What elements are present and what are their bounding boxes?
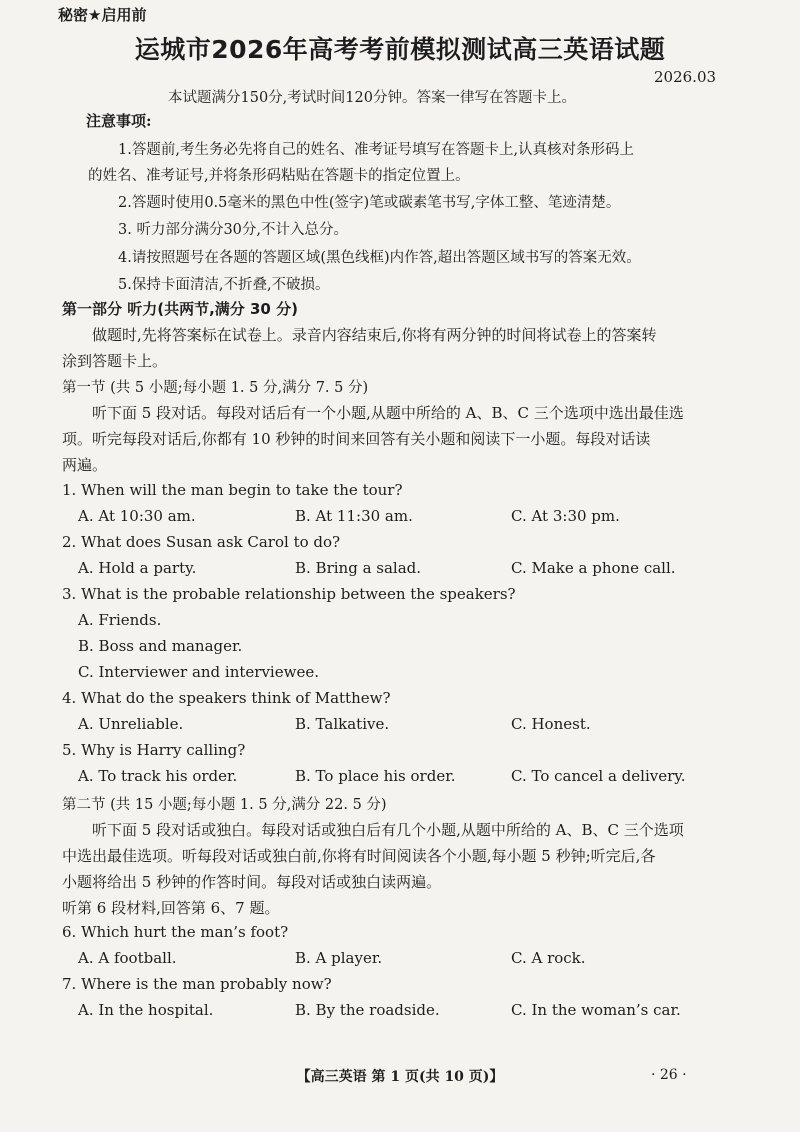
question-3-option-a: A. Friends. [78, 611, 162, 629]
section-2-intro-line-1: 听下面 5 段对话或独白。每段对话或独白后有几个小题,从题中所给的 A、B、C 三个选项 [92, 821, 684, 839]
page-title: 运城市2026年高考考前模拟测试高三英语试题 [134, 35, 666, 64]
question-7: 7. Where is the man probably now? [62, 975, 332, 993]
question-5-option-b: B. To place his order. [295, 767, 456, 785]
notice-item-4: 4.请按照题号在各题的答题区域(黑色线框)内作答,超出答题区域书写的答案无效。 [118, 250, 641, 266]
question-2-option-c: C. Make a phone call. [511, 559, 676, 577]
part-1-heading: 第一部分 听力(共两节,满分 30 分) [62, 300, 298, 318]
question-2-option-b: B. Bring a salad. [295, 559, 422, 577]
notice-heading: 注意事项: [86, 112, 152, 130]
notice-item-5: 5.保持卡面清洁,不折叠,不破损。 [118, 277, 330, 293]
question-6-option-c: C. A rock. [511, 949, 586, 967]
part-1-intro-line-2: 涂到答题卡上。 [62, 352, 168, 370]
question-4-option-c: C. Honest. [511, 715, 591, 733]
section-2-intro-line-2: 中选出最佳选项。听每段对话或独白前,你将有时间阅读各个小题,每小题 5 秒钟;听完后,各 [62, 847, 656, 865]
question-4-option-b: B. Talkative. [295, 715, 390, 733]
question-1-option-c: C. At 3:30 pm. [511, 507, 620, 525]
secret-label: 秘密★启用前 [58, 6, 147, 24]
question-4: 4. What do the speakers think of Matthew? [62, 689, 391, 707]
section-2-material: 听第 6 段材料,回答第 6、7 题。 [62, 899, 280, 917]
question-7-option-b: B. By the roadside. [295, 1001, 440, 1019]
question-1-option-a: A. At 10:30 am. [78, 507, 196, 525]
part-1-intro-line-1: 做题时,先将答案标在试卷上。录音内容结束后,你将有两分钟的时间将试卷上的答案转 [92, 326, 657, 344]
question-7-option-c: C. In the woman’s car. [511, 1001, 681, 1019]
section-1-intro-line-3: 两遍。 [62, 456, 108, 474]
page-code: · 26 · [651, 1067, 687, 1083]
question-2-option-a: A. Hold a party. [78, 559, 197, 577]
notice-item-2: 2.答题时使用0.5毫米的黑色中性(签字)笔或碳素笔书写,字体工整、笔迹清楚。 [118, 195, 621, 211]
question-6: 6. Which hurt the man’s foot? [62, 923, 289, 941]
question-4-option-a: A. Unreliable. [78, 715, 184, 733]
question-5-option-c: C. To cancel a delivery. [511, 767, 686, 785]
question-1-option-b: B. At 11:30 am. [295, 507, 413, 525]
page-footer: 【高三英语 第 1 页(共 10 页)】 [296, 1069, 504, 1085]
section-1-intro-line-1: 听下面 5 段对话。每段对话后有一个小题,从题中所给的 A、B、C 三个选项中选出最佳选 [92, 404, 684, 422]
section-2-heading: 第二节 (共 15 小题;每小题 1. 5 分,满分 22. 5 分) [62, 797, 387, 813]
notice-item-3: 3. 听力部分满分30分,不计入总分。 [118, 222, 349, 238]
question-7-option-a: A. In the hospital. [78, 1001, 214, 1019]
question-5: 5. Why is Harry calling? [62, 741, 246, 759]
notice-item-1-line-2: 的姓名、准考证号,并将条形码粘贴在答题卡的指定位置上。 [88, 168, 470, 184]
section-1-intro-line-2: 项。听完每段对话后,你都有 10 秒钟的时间来回答有关小题和阅读下一小题。每段对话读 [62, 430, 651, 448]
question-5-option-a: A. To track his order. [78, 767, 238, 785]
question-3-option-c: C. Interviewer and interviewee. [78, 663, 319, 681]
question-6-option-a: A. A football. [78, 949, 177, 967]
exam-date: 2026.03 [654, 68, 717, 86]
notice-item-1-line-1: 1.答题前,考生务必先将自己的姓名、准考证号填写在答题卡上,认真核对条形码上 [118, 142, 635, 158]
question-3: 3. What is the probable relationship between the speakers? [62, 585, 516, 603]
section-2-intro-line-3: 小题将给出 5 秒钟的作答时间。每段对话或独白读两遍。 [62, 873, 442, 891]
question-3-option-b: B. Boss and manager. [78, 637, 243, 655]
question-1: 1. When will the man begin to take the tour? [62, 481, 403, 499]
question-6-option-b: B. A player. [295, 949, 383, 967]
question-2: 2. What does Susan ask Carol to do? [62, 533, 341, 551]
exam-info: 本试题满分150分,考试时间120分钟。答案一律写在答题卡上。 [168, 90, 576, 106]
section-1-heading: 第一节 (共 5 小题;每小题 1. 5 分,满分 7. 5 分) [62, 380, 369, 396]
